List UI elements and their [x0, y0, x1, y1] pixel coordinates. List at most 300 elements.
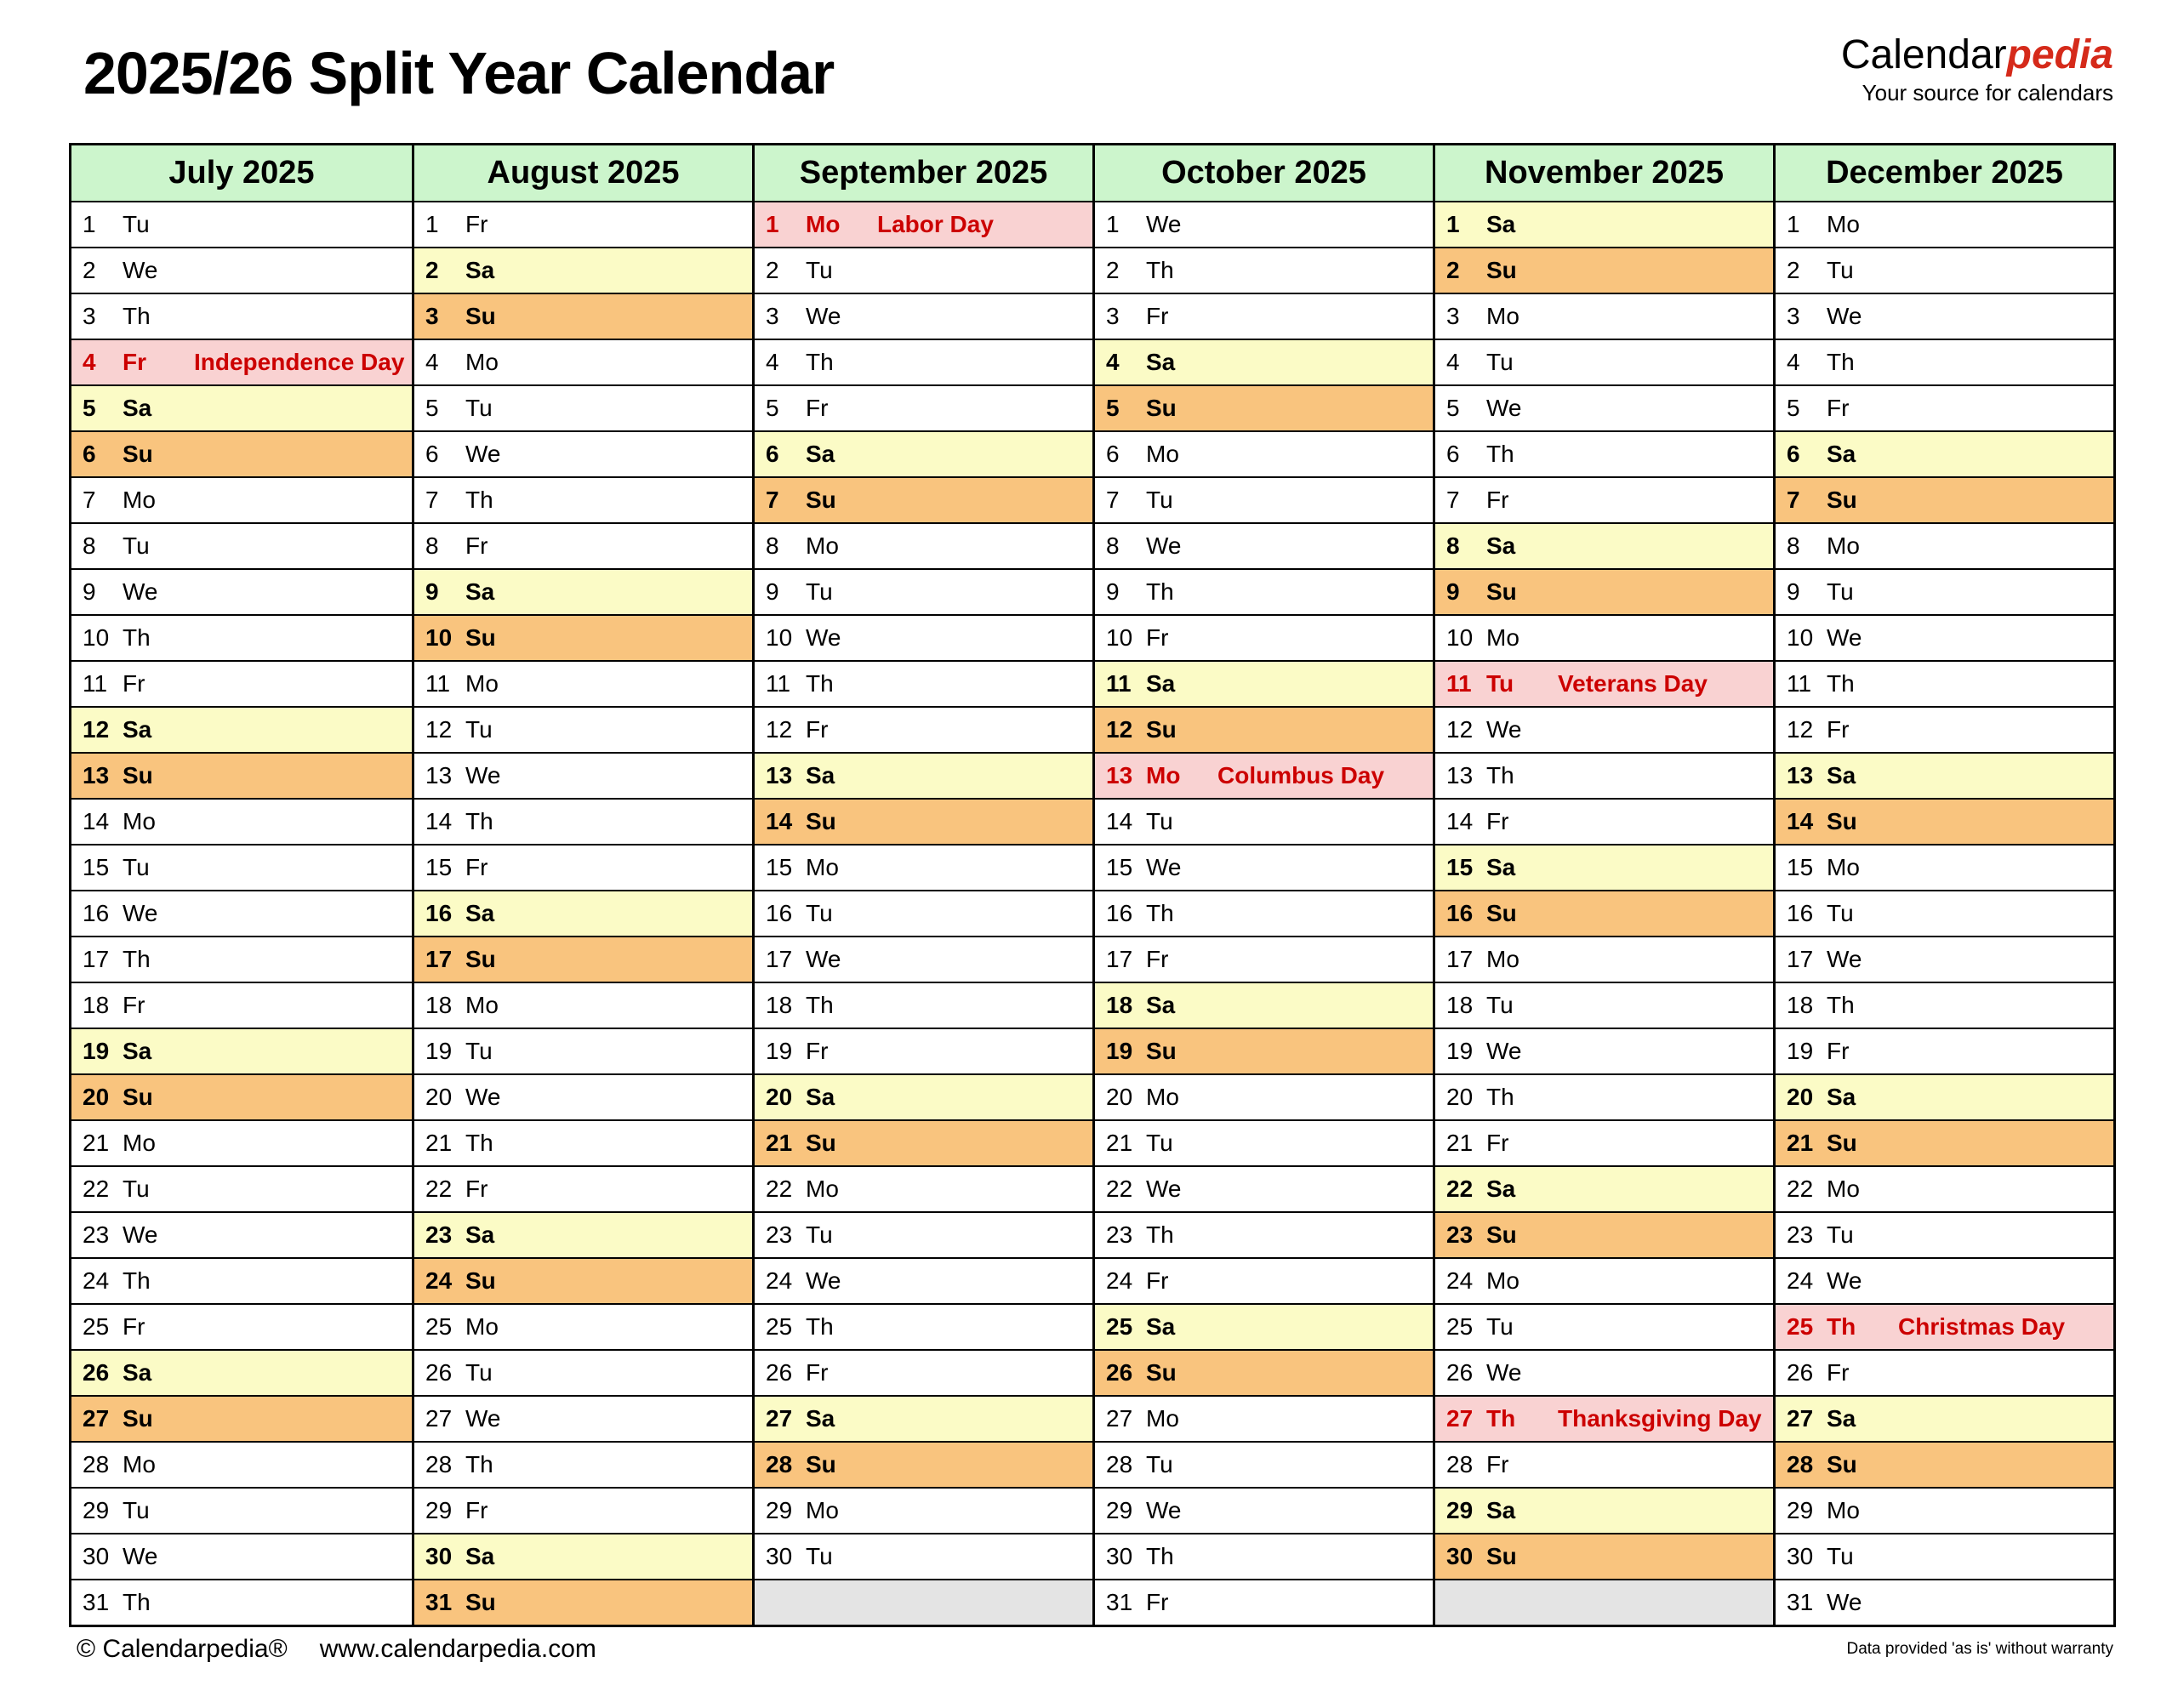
day-cell [414, 247, 752, 293]
day-number: 27 [1446, 1405, 1474, 1432]
day-number: 27 [83, 1405, 110, 1432]
day-cell [1435, 430, 1773, 476]
day-cell [755, 1441, 1092, 1487]
day-weekday: Tu [1146, 1451, 1173, 1477]
day-number: 11 [766, 670, 791, 697]
day-cell [1095, 430, 1433, 476]
day-weekday: We [1486, 1359, 1522, 1386]
day-number: 2 [83, 257, 96, 283]
day-number: 17 [766, 946, 793, 972]
day-weekday: Su [1486, 900, 1517, 926]
day-weekday: We [1486, 1038, 1522, 1064]
day-cell [71, 614, 412, 660]
day-weekday: We [1827, 1267, 1862, 1294]
day-cell [1776, 1303, 2113, 1349]
day-number: 16 [766, 900, 793, 926]
day-number: 29 [83, 1497, 110, 1523]
day-weekday: We [465, 441, 501, 467]
day-number: 26 [1787, 1359, 1814, 1386]
day-weekday: Tu [123, 211, 150, 237]
day-number: 26 [1106, 1359, 1133, 1386]
calendar-grid [69, 143, 2116, 1627]
day-number: 1 [766, 211, 779, 237]
day-weekday: Sa [1146, 992, 1176, 1018]
day-weekday: Tu [806, 900, 833, 926]
day-weekday: Sa [806, 762, 835, 789]
day-weekday: Th [123, 946, 151, 972]
day-weekday: Mo [1486, 1267, 1519, 1294]
day-weekday: Fr [806, 1359, 829, 1386]
day-weekday: Su [806, 808, 836, 834]
day-number: 7 [83, 487, 96, 513]
day-number: 25 [1787, 1313, 1814, 1340]
day-cell [71, 890, 412, 936]
day-cell [414, 1395, 752, 1441]
day-cell [1776, 660, 2113, 706]
day-number: 3 [1787, 303, 1800, 329]
day-cell [71, 1533, 412, 1579]
day-weekday: Th [1146, 257, 1174, 283]
day-weekday: Tu [123, 532, 150, 559]
day-number: 24 [1106, 1267, 1133, 1294]
day-cell [755, 660, 1092, 706]
day-cell [1776, 890, 2113, 936]
day-number: 14 [425, 808, 453, 834]
footer-copyright: © Calendarpedia® [77, 1635, 288, 1663]
day-cell [71, 1073, 412, 1119]
day-cell [414, 430, 752, 476]
day-cell [1435, 844, 1773, 890]
day-cell [71, 1487, 412, 1533]
day-cell [1776, 1579, 2113, 1625]
day-cell [1435, 247, 1773, 293]
day-number: 3 [1446, 303, 1460, 329]
day-cell [755, 1028, 1092, 1073]
month-column-november-2025 [1433, 145, 1773, 1625]
day-number: 27 [766, 1405, 793, 1432]
day-cell [755, 1073, 1092, 1119]
day-weekday: Fr [1146, 1589, 1169, 1615]
day-cell [1435, 660, 1773, 706]
day-cell [71, 982, 412, 1028]
day-cell [755, 752, 1092, 798]
day-number: 9 [83, 578, 96, 605]
day-number: 13 [425, 762, 453, 789]
empty-cell [755, 1579, 1092, 1625]
day-weekday: Fr [1146, 303, 1169, 329]
day-weekday: Fr [123, 670, 145, 697]
day-number: 11 [1446, 670, 1472, 697]
day-number: 4 [1446, 349, 1460, 375]
day-cell [71, 936, 412, 982]
day-cell [414, 1579, 752, 1625]
day-number: 19 [1446, 1038, 1474, 1064]
day-number: 18 [1787, 992, 1814, 1018]
day-weekday: We [806, 624, 841, 651]
day-cell [71, 1303, 412, 1349]
day-number: 12 [83, 716, 110, 743]
day-number: 15 [766, 854, 793, 880]
day-weekday: Fr [465, 1176, 488, 1202]
day-number: 29 [1446, 1497, 1474, 1523]
day-number: 14 [83, 808, 110, 834]
day-number: 1 [1106, 211, 1120, 237]
day-weekday: Tu [1486, 670, 1514, 697]
day-number: 6 [1446, 441, 1460, 467]
day-number: 24 [83, 1267, 110, 1294]
day-cell [1095, 1028, 1433, 1073]
day-weekday: Mo [1827, 211, 1860, 237]
day-number: 2 [1106, 257, 1120, 283]
day-number: 25 [1106, 1313, 1133, 1340]
day-cell [414, 339, 752, 384]
day-number: 6 [425, 441, 439, 467]
day-number: 4 [83, 349, 96, 375]
day-number: 26 [83, 1359, 110, 1386]
day-weekday: Mo [1486, 624, 1519, 651]
day-weekday: Su [1827, 808, 1857, 834]
day-cell [414, 660, 752, 706]
day-number: 26 [766, 1359, 793, 1386]
day-cell [1776, 476, 2113, 522]
day-cell [71, 1257, 412, 1303]
day-number: 10 [1446, 624, 1474, 651]
day-number: 30 [83, 1543, 110, 1569]
day-weekday: We [1486, 716, 1522, 743]
day-cell [414, 890, 752, 936]
day-cell [414, 1441, 752, 1487]
day-cell [71, 1349, 412, 1395]
day-number: 23 [83, 1221, 110, 1248]
day-weekday: Mo [806, 1497, 839, 1523]
day-weekday: We [1827, 303, 1862, 329]
day-number: 21 [766, 1130, 793, 1156]
day-number: 19 [766, 1038, 793, 1064]
day-number: 2 [425, 257, 439, 283]
day-weekday: Th [806, 349, 834, 375]
day-weekday: Th [1827, 992, 1855, 1018]
day-number: 11 [1106, 670, 1132, 697]
day-cell [414, 844, 752, 890]
day-number: 5 [1446, 395, 1460, 421]
day-cell [1095, 384, 1433, 430]
day-number: 30 [425, 1543, 453, 1569]
day-weekday: Mo [123, 808, 156, 834]
day-number: 22 [766, 1176, 793, 1202]
day-weekday: Tu [465, 1359, 493, 1386]
day-number: 15 [425, 854, 453, 880]
day-number: 27 [1787, 1405, 1814, 1432]
day-weekday: Th [806, 670, 834, 697]
day-cell [755, 844, 1092, 890]
day-cell [1435, 1028, 1773, 1073]
month-column-september-2025 [752, 145, 1092, 1625]
day-weekday: Sa [1486, 1176, 1516, 1202]
day-weekday: Mo [1146, 1405, 1179, 1432]
day-number: 1 [1787, 211, 1800, 237]
day-number: 4 [766, 349, 779, 375]
day-weekday: Fr [1146, 946, 1169, 972]
day-cell [1435, 706, 1773, 752]
day-weekday: Th [1486, 1084, 1514, 1110]
day-number: 11 [1787, 670, 1812, 697]
day-number: 6 [83, 441, 96, 467]
day-weekday: Sa [1486, 532, 1516, 559]
day-cell [1776, 1395, 2113, 1441]
day-cell [755, 476, 1092, 522]
day-number: 18 [83, 992, 110, 1018]
day-cell [1095, 476, 1433, 522]
day-number: 8 [1787, 532, 1800, 559]
day-weekday: Tu [1486, 1313, 1514, 1340]
day-weekday: Th [1827, 349, 1855, 375]
day-weekday: Fr [806, 395, 829, 421]
day-number: 13 [1106, 762, 1133, 789]
day-cell [71, 844, 412, 890]
day-number: 5 [766, 395, 779, 421]
day-weekday: We [1146, 211, 1182, 237]
day-number: 12 [425, 716, 453, 743]
day-number: 14 [1787, 808, 1814, 834]
day-weekday: Su [465, 303, 496, 329]
day-number: 29 [1106, 1497, 1133, 1523]
day-cell [71, 706, 412, 752]
day-number: 25 [83, 1313, 110, 1340]
day-cell [1435, 1165, 1773, 1211]
day-weekday: Sa [1827, 1405, 1856, 1432]
day-weekday: Fr [1486, 487, 1509, 513]
day-cell [1776, 798, 2113, 844]
footer-left [77, 1635, 596, 1664]
holiday-label: Thanksgiving Day [1558, 1405, 1762, 1432]
day-number: 17 [1446, 946, 1474, 972]
day-weekday: Tu [806, 578, 833, 605]
day-number: 5 [83, 395, 96, 421]
day-number: 24 [766, 1267, 793, 1294]
day-cell [1435, 1441, 1773, 1487]
day-number: 29 [425, 1497, 453, 1523]
day-cell [1435, 476, 1773, 522]
day-weekday: We [806, 946, 841, 972]
day-weekday: We [1146, 1497, 1182, 1523]
day-weekday: Th [123, 1267, 151, 1294]
day-weekday: Sa [465, 1543, 495, 1569]
day-weekday: Su [806, 487, 836, 513]
day-number: 30 [1787, 1543, 1814, 1569]
day-cell [414, 798, 752, 844]
day-cell [1095, 1211, 1433, 1257]
day-cell [414, 201, 752, 247]
day-weekday: Su [465, 1589, 496, 1615]
month-column-august-2025 [412, 145, 752, 1625]
day-number: 21 [1106, 1130, 1133, 1156]
day-cell [755, 568, 1092, 614]
day-weekday: We [806, 303, 841, 329]
day-cell [414, 568, 752, 614]
day-weekday: Mo [465, 992, 499, 1018]
day-cell [755, 247, 1092, 293]
day-weekday: Tu [1827, 1221, 1854, 1248]
day-number: 24 [1446, 1267, 1474, 1294]
day-weekday: Tu [806, 257, 833, 283]
day-weekday: Su [1827, 1451, 1857, 1477]
day-weekday: Fr [1486, 1130, 1509, 1156]
day-weekday: Th [1827, 1313, 1856, 1340]
day-cell [1435, 752, 1773, 798]
day-number: 7 [766, 487, 779, 513]
day-weekday: Tu [123, 1176, 150, 1202]
day-number: 22 [1106, 1176, 1133, 1202]
day-cell [414, 384, 752, 430]
day-cell [1776, 1257, 2113, 1303]
day-number: 2 [1446, 257, 1460, 283]
day-number: 7 [425, 487, 439, 513]
logo-text-calendar: Calendar [1840, 32, 2007, 77]
day-weekday: Mo [1827, 854, 1860, 880]
day-weekday: Sa [1146, 670, 1176, 697]
day-cell [755, 890, 1092, 936]
day-cell [1776, 936, 2113, 982]
day-cell [1776, 430, 2113, 476]
day-cell [1435, 614, 1773, 660]
day-number: 21 [83, 1130, 110, 1156]
day-weekday: Sa [1146, 349, 1176, 375]
day-cell [1776, 384, 2113, 430]
calendarpedia-logo [1841, 34, 2113, 105]
day-cell [1095, 568, 1433, 614]
day-cell [1435, 201, 1773, 247]
day-cell [755, 1119, 1092, 1165]
logo-wordmark [1841, 34, 2113, 77]
day-cell [1435, 936, 1773, 982]
day-weekday: Th [465, 1130, 493, 1156]
day-cell [71, 568, 412, 614]
day-cell [1435, 384, 1773, 430]
day-number: 8 [425, 532, 439, 559]
day-number: 15 [83, 854, 110, 880]
day-number: 12 [1106, 716, 1133, 743]
day-number: 16 [1787, 900, 1814, 926]
day-number: 9 [766, 578, 779, 605]
day-number: 30 [766, 1543, 793, 1569]
day-weekday: Fr [123, 1313, 145, 1340]
day-number: 20 [83, 1084, 110, 1110]
day-weekday: Th [1146, 578, 1174, 605]
day-weekday: Tu [465, 1038, 493, 1064]
day-number: 16 [1446, 900, 1474, 926]
day-weekday: Th [465, 808, 493, 834]
day-weekday: Su [1146, 1038, 1177, 1064]
day-weekday: Mo [1827, 1497, 1860, 1523]
day-weekday: Su [806, 1130, 836, 1156]
day-weekday: Sa [1827, 762, 1856, 789]
day-number: 12 [1446, 716, 1474, 743]
day-cell [1095, 1579, 1433, 1625]
month-header: September 2025 [755, 145, 1092, 201]
day-number: 30 [1446, 1543, 1474, 1569]
day-number: 1 [425, 211, 439, 237]
day-cell [1435, 982, 1773, 1028]
day-weekday: Su [1827, 487, 1857, 513]
day-weekday: Sa [1827, 1084, 1856, 1110]
day-number: 23 [1446, 1221, 1474, 1248]
day-number: 17 [1106, 946, 1133, 972]
day-cell [1776, 1441, 2113, 1487]
day-number: 28 [83, 1451, 110, 1477]
day-number: 20 [1787, 1084, 1814, 1110]
day-weekday: Sa [806, 441, 835, 467]
day-weekday: Th [123, 303, 151, 329]
day-weekday: Th [1146, 1543, 1174, 1569]
day-weekday: Sa [1486, 211, 1516, 237]
day-weekday: We [123, 1221, 158, 1248]
day-weekday: Sa [123, 716, 152, 743]
month-header: October 2025 [1095, 145, 1433, 201]
day-number: 4 [1106, 349, 1120, 375]
day-cell [1095, 1441, 1433, 1487]
day-number: 10 [83, 624, 110, 651]
day-cell [1776, 1533, 2113, 1579]
day-number: 7 [1787, 487, 1800, 513]
day-weekday: Su [465, 624, 496, 651]
day-weekday: Mo [123, 487, 156, 513]
day-number: 9 [1446, 578, 1460, 605]
day-cell [71, 798, 412, 844]
day-number: 18 [1446, 992, 1474, 1018]
day-cell [1435, 339, 1773, 384]
month-header: July 2025 [71, 145, 412, 201]
holiday-label: Veterans Day [1558, 670, 1708, 697]
day-number: 19 [83, 1038, 110, 1064]
day-weekday: Tu [1827, 1543, 1854, 1569]
day-cell [1435, 1211, 1773, 1257]
day-cell [1776, 752, 2113, 798]
day-number: 4 [425, 349, 439, 375]
day-number: 22 [1787, 1176, 1814, 1202]
day-weekday: Th [465, 487, 493, 513]
day-weekday: Mo [1827, 1176, 1860, 1202]
day-weekday: Fr [806, 1038, 829, 1064]
day-cell [755, 1487, 1092, 1533]
day-weekday: Fr [123, 992, 145, 1018]
day-number: 28 [1106, 1451, 1133, 1477]
day-cell [1435, 1073, 1773, 1119]
day-cell [71, 1441, 412, 1487]
day-weekday: Sa [1827, 441, 1856, 467]
day-cell [414, 1073, 752, 1119]
day-number: 21 [1446, 1130, 1474, 1156]
day-cell [1095, 890, 1433, 936]
day-weekday: Fr [1486, 808, 1509, 834]
day-cell [414, 614, 752, 660]
day-weekday: We [1146, 1176, 1182, 1202]
day-number: 22 [425, 1176, 453, 1202]
day-cell [1095, 752, 1433, 798]
footer-url[interactable]: www.calendarpedia.com [319, 1635, 596, 1663]
day-number: 28 [1446, 1451, 1474, 1477]
day-number: 26 [1446, 1359, 1474, 1386]
day-cell [71, 247, 412, 293]
day-cell [71, 384, 412, 430]
day-weekday: Sa [123, 395, 152, 421]
day-weekday: Th [123, 1589, 151, 1615]
day-weekday: Sa [465, 257, 495, 283]
day-cell [1435, 1487, 1773, 1533]
day-number: 3 [83, 303, 96, 329]
day-number: 21 [1787, 1130, 1814, 1156]
day-number: 20 [425, 1084, 453, 1110]
day-cell [1776, 1073, 2113, 1119]
